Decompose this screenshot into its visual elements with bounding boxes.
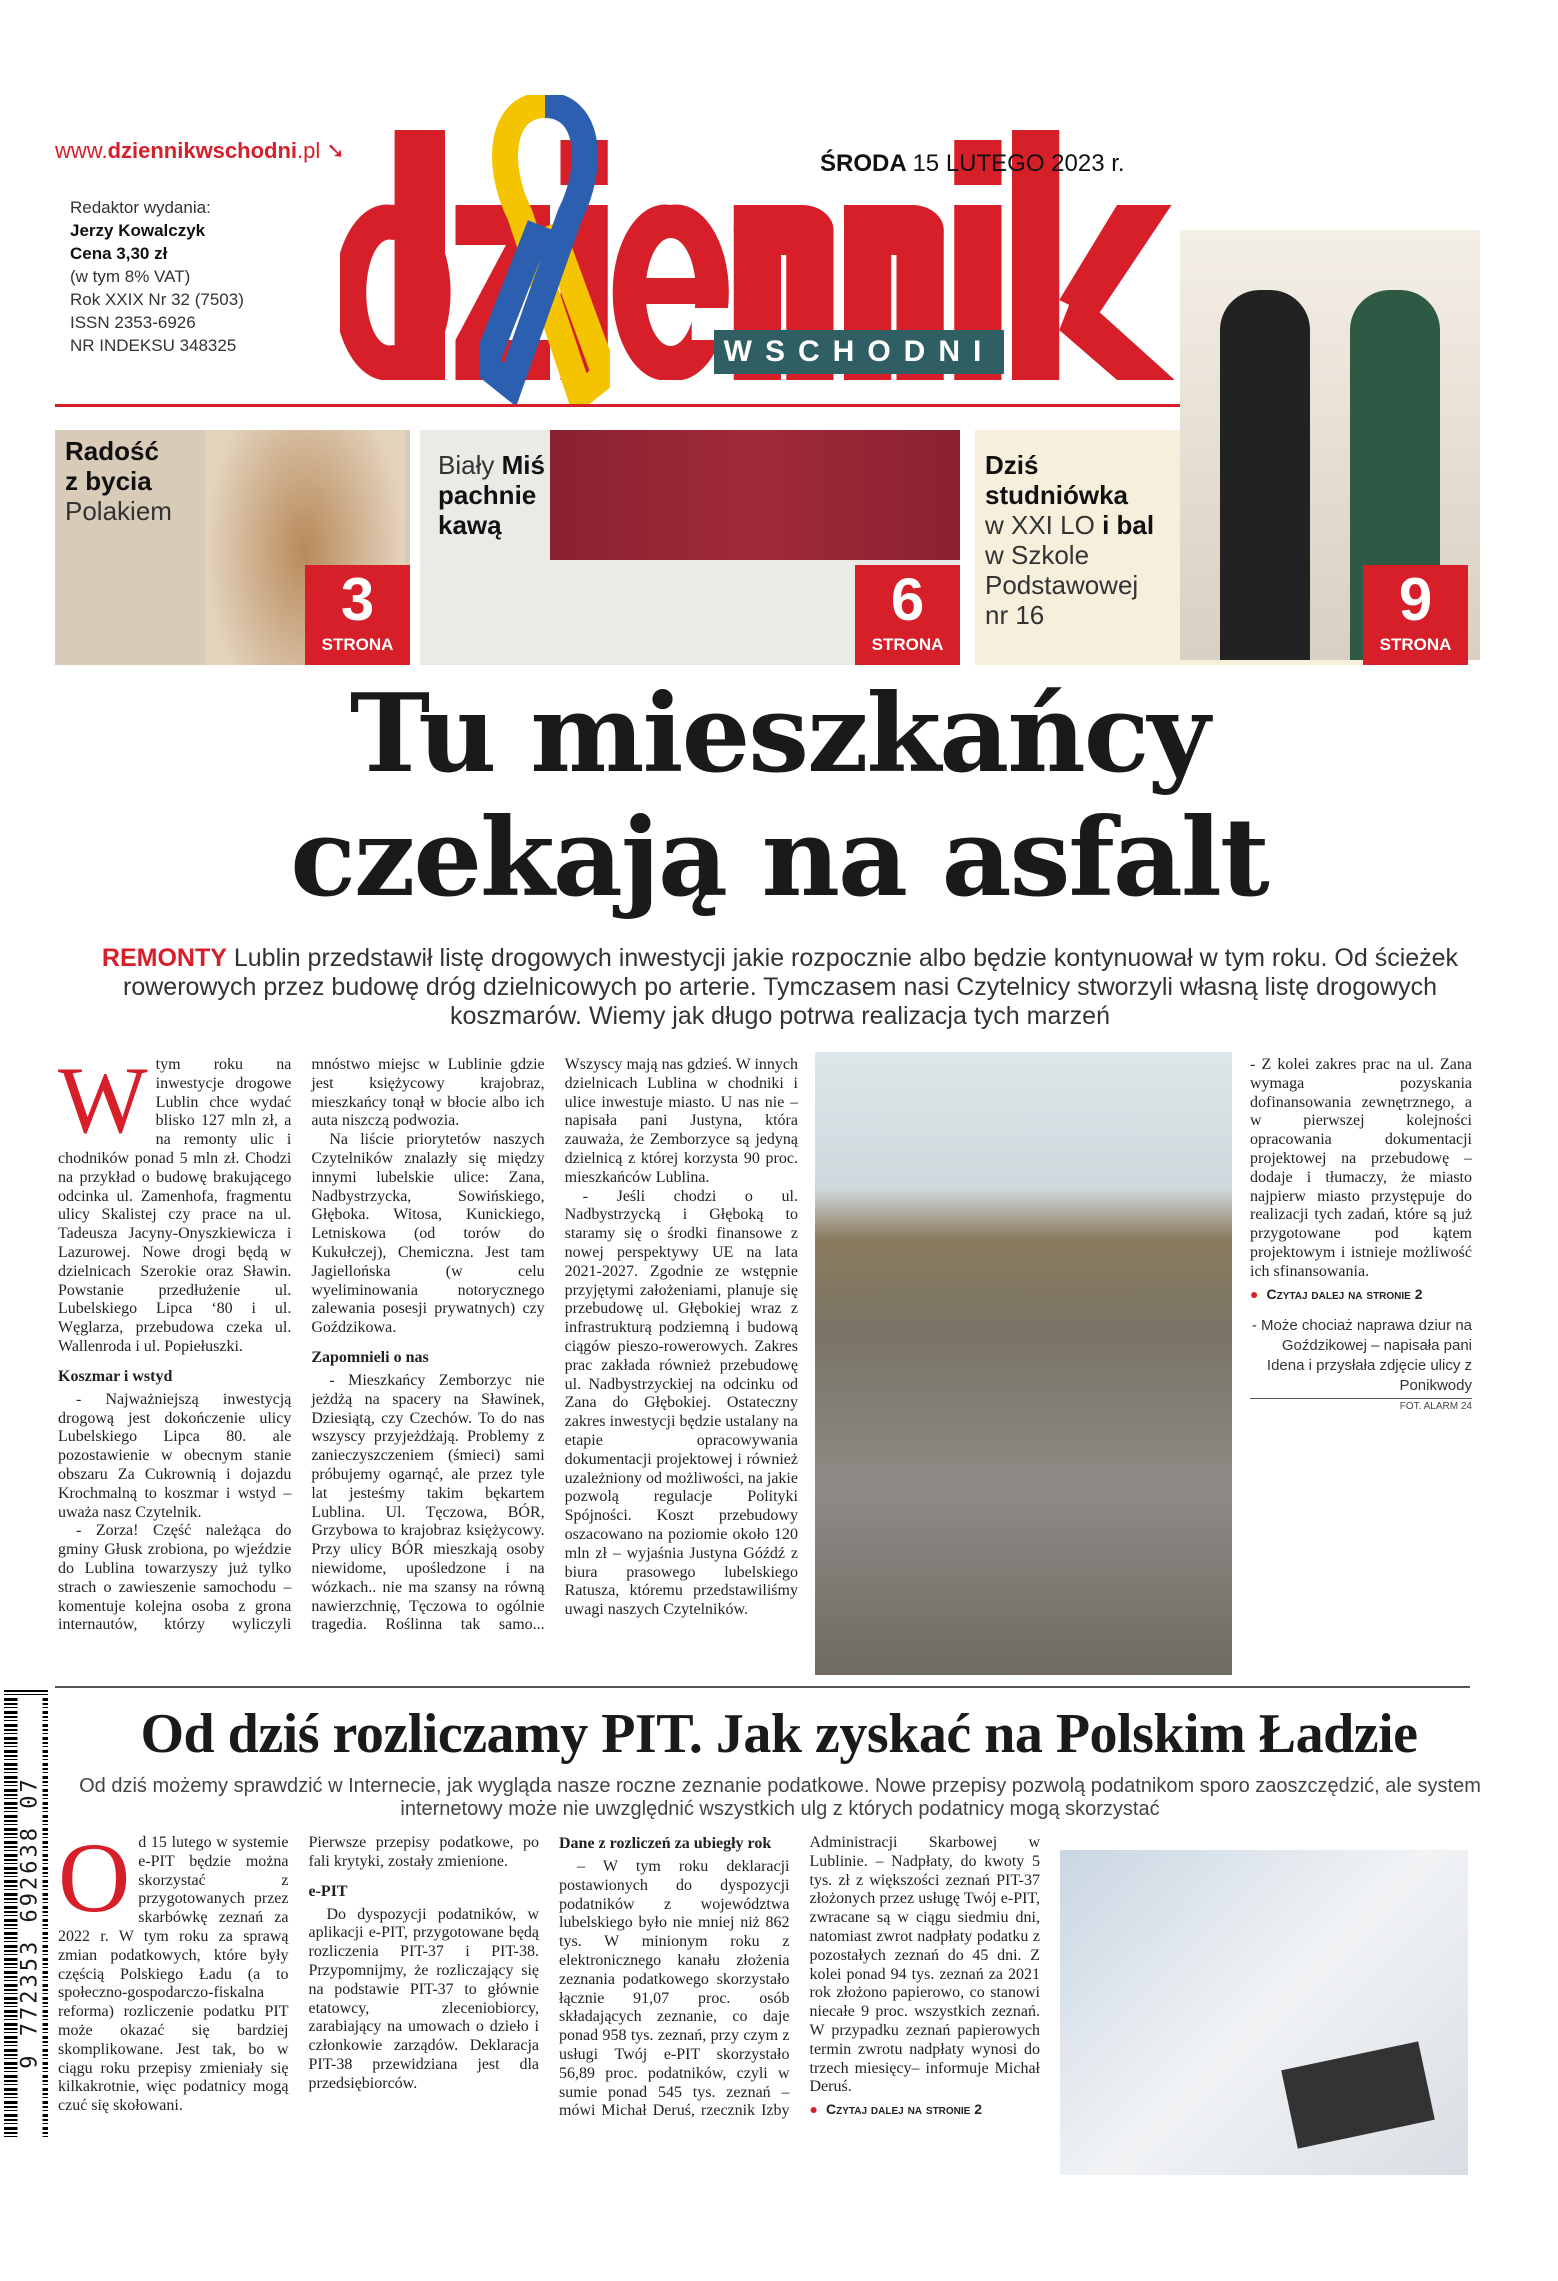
url-suffix: .pl	[297, 138, 321, 163]
teaser-title: z bycia	[65, 466, 152, 496]
subheading: Dane z rozliczeń za ubiegły rok	[559, 1835, 772, 1852]
page-badge: 9 STRONA	[1363, 565, 1468, 665]
tax-photo	[1060, 1850, 1468, 2175]
pit-headline[interactable]: Od dziś rozliczamy PIT. Jak zyskać na Polskim Ładzie	[140, 1703, 1418, 1765]
continue-link[interactable]: ● Czytaj dalej na stronie 2	[1250, 1286, 1472, 1302]
main-headline[interactable]: Tu mieszkańcy czekają na asfalt	[290, 671, 1268, 921]
road-photo	[815, 1052, 1232, 1675]
price: Cena 3,30 zł	[70, 244, 168, 263]
subheading: e-PIT	[308, 1882, 348, 1900]
drop-cap: W	[58, 1047, 148, 1153]
barcode-digits: 9 772353 692638 07	[18, 1698, 43, 2148]
subheading: Koszmar i wstyd	[58, 1367, 173, 1385]
page-badge: 6 STRONA	[855, 565, 960, 665]
editor-name: Jerzy Kowalczyk	[70, 221, 206, 240]
logo-subtitle: WSCHODNI	[714, 330, 1004, 374]
day: ŚRODA	[820, 150, 906, 177]
photo-caption: - Może chociaż naprawa dziur na Goździkowej – napisała pani Idena i przysłała zdjęcie ulicy z Ponikwody	[1251, 1316, 1472, 1394]
teaser-title: Radość	[65, 436, 159, 466]
teaser-bialy-mis[interactable]: Biały Miś pachnie kawą 6 STRONA	[420, 430, 960, 665]
issue-number: Rok XXIX Nr 32 (7503)	[70, 290, 244, 309]
date: 15 LUTEGO 2023 r.	[912, 150, 1125, 177]
article-columns-1-3: W tym roku na inwestycje drogowe Lublin chce wydać blisko 127 mln zł, a na remonty ulic i chodników ponad 5 mln zł. Chodzi na przykład o budowę brakującego odcinka ul. Zamenhofa, fragmentu ulicy Skalistej czy prace na ul. Tadeusza Jacyny-Onyszkiewicza i Lazurowej. Nowe drogi będą w dzielnicach Szerokie oraz Sławin. Powstanie przedłużenie ul. Lubelskiego Lipca ‘80 i ul. Węglarza, przebudowa czeka ul. Wallenroda i ul. Popiełuszki. Koszmar i wstyd - Najważniejszą inwestycją drogową jest dokończenie ulicy Lubelskiego Lipca 80. ale pozostawienie w obecnym stanie obszaru Za Cukrownią i dojazdu Krochmalną to koszmar i wstyd – uważa nasz Czytelnik. - Zorza! Część należąca do gminy Głusk zrobiona, po wjeździe do Lublina towarzyszy już tylko strach o zawieszenie samochodu – komentuje kolejna osoba z grona internautów, którzy wyliczyli mnóstwo miejsc w Lublinie gdzie jest księżycowy krajobraz, mieszkańcy tonął w błocie albo ich auta niszczą podwozia. Na liście priorytetów naszych Czytelników znalazły się między innymi lubelskie ulice: Zana, Nadbystrzycka, Sowińskiego, Głęboka. Witosa, Kunickiego, Letniskowa (od torów do Kukułczej), Chemiczna. Jest tam Jagiellońska (w celu wyeliminowania notorycznego zalewania posesji prywatnych) czy Goździkowa. Zapomnieli o nas - Mieszkańcy Zemborzyc nie jeżdżą na spacery na Sławinek, Dziesiątą, czy Czechów. To do nas wszyscy przyjeżdżają. Problemy z zanieczyszczeniem (śmieci) sami próbujemy ogarnąć, ale przez tyle lat jesteśmy takim bękartem Lublina. Ul. Tęczowa, BÓR, Grzybowa to krajobraz księżycowy. Przy ulicy BÓR mieszkają osoby niewidome, upośledzone i na wózkach.. nie ma szansy na równą nawierzchnię, Tęczowa to ogólnie tragedia. Roślinna tak samo... Wszyscy mają nas gdzieś. W innych dzielnicach Lublina w chodniki i ulice inwestuje miasto. U nas nie – napisała pani Justyna, która zauważa, że Zemborzyce są jedyną dzielnicą z której korzysta 90 proc. mieszkańców Lublina. - Jeśli chodzi o ul. Nadbystrzycką i Głęboką to staramy się o środki finansowe z nowej perspektywy UE na lata 2021-2027. Zgodnie ze wstępnie przyjętymi założeniami, planuje się przebudowę ul. Głębokiej wraz z infrastrukturą podziemną i budową ciągów pieszo-rowerowych. Zakres prac zakłada również przebudowę ul. Nadbystrzyckiej na odcinku od Zana do Głębokiej. Ostateczny zakres inwestycji będzie ustalany na etapie opracowywania dokumentacji projektowej i również uzależniony od możliwości, na jakie pozwolą regulacje Polityki Spójności. Koszt przebudowy oszacowano na poziomie około 120 mln zł – wyjaśnia Justyna Góźdź z biura prasowego lubelskiego Ratusza, któremu przedstawiliśmy uwagi naszych Czytelników.	[58, 1047, 798, 1634]
pit-subheading: Od dziś możemy sprawdzić w Internecie, jak wygląda nasze roczne zeznanie podatkowe. Nowe przepisy pozwolą podatnikom sporo zaoszczędzić, ale system internetowy może nie uwzględnić wszystkich ulg z których podatnicy mogą skorzystać	[79, 1775, 1481, 1820]
section-tag: REMONTY	[101, 944, 227, 972]
article-column-4: - Z kolei zakres prac na ul. Zana wymaga pozyskania dofinansowania zewnętrznego, a w pierwszej kolejności opracowania dokumentacji projektowej na przebudowę – dodaje i tłumaczy, że miasto najpierw miasto przystępuje do realizacji tych zadań, które są już przygotowane pod kątem projektowym i istnieje możliwość ich sfinansowania. ● Czytaj dalej na stronie 2 - Może chociaż naprawa dziur na Goździkowej – napisała pani Idena i przysłała zdjęcie ulicy z Ponikwody FOT. ALARM 24	[1250, 1056, 1472, 1412]
teaser-photo	[550, 430, 960, 560]
subheading: Zapomnieli o nas	[311, 1348, 429, 1366]
photo-credit: FOT. ALARM 24	[1250, 1398, 1472, 1412]
url-name: dziennikwschodni	[107, 138, 298, 163]
continue-link[interactable]: ● Czytaj dalej na stronie 2	[810, 2101, 1041, 2117]
pit-columns: O d 15 lutego w systemie e-PIT będzie można skorzystać z przygotowanych przez skarbówkę zeznań za 2022 r. W tym roku za sprawą zmian podatkowych, które były częścią Polskiego Ładu (a to społeczno-gospodarczo-fiskalna reforma) rozliczenie podatku PIT może okazać się bardziej skomplikowane. Jest tak, bo w ciągu roku przepisy zmieniały się kilkakrotnie, więc podatnicy mogą czuć się skołowani. Pierwsze przepisy podatkowe, po fali krytyki, zostały zmienione. e-PIT Do dyspozycji podatników, w aplikacji e-PIT, przygotowane będą rozliczenia PIT-37 i PIT-38. Przypomnijmy, że rozliczający się na podstawie PIT-37 to głównie etatowcy, zleceniobiorcy, zarabiający na umowach o dzieło i członkowie zarządów. Deklaracja PIT-38 przewidziana jest dla przedsiębiorców. Dane z rozliczeń za ubiegły rok – W tym roku deklaracji postawionych do dyspozycji podatników z województwa lubelskiego było nie mniej niż 862 tys. W minionym roku z elektronicznego kanału złożenia zeznania podatkowego skorzystało łącznie 91,07 proc. osób składających zeznanie, co daje ponad 958 tys. zeznań, przy czym z usługi Twój e-PIT skorzystało 56,89 proc. podatników, czyli w sumie ponad 545 tys. zeznań – mówi Michał Deruś, rzecznik Izby Administracji Skarbowej w Lublinie. – Nadpłaty, do kwoty 5 tys. zł z większości zeznań PIT-37 złożonych przez usługę Twój e-PIT, zwracane są w ciągu siedmiu dni, natomiast zwrot nadpłaty podatku z pozostałych zeznań do 45 dni. Z kolei ponad 94 tys. zeznań za 2021 rok złożono papierowo, co stanowi niecałe 9 proc. wszystkich zeznań. W przypadku zeznań papierowych termin zwrotu nadpłaty wynosi do trzech miesięcy– informuje Michał Deruś. ● Czytaj dalej na stronie 2	[58, 1834, 1040, 2121]
teaser-title: Polakiem	[65, 496, 172, 526]
website-url[interactable]	[55, 138, 345, 164]
vat: (w tym 8% VAT)	[70, 267, 191, 286]
calculator-icon	[1281, 2041, 1435, 2148]
ukraine-ribbon-icon	[480, 95, 610, 405]
issn: ISSN 2353-6926	[70, 313, 196, 332]
url-prefix: www.	[55, 138, 108, 163]
divider	[55, 1686, 1470, 1688]
divider	[55, 404, 1250, 407]
index-number: NR INDEKSU 348325	[70, 336, 237, 355]
drop-cap: O	[58, 1822, 131, 1933]
teaser-studniowka[interactable]: Dziś studniówka w XXI LO i bal w Szkole Podstawowej nr 16	[975, 430, 1468, 665]
issue-date	[820, 150, 1125, 178]
teaser-radosc[interactable]	[55, 430, 410, 665]
lead-paragraph: REMONTY Lublin przedstawił listę drogowych inwestycji jakie rozpocznie albo będzie kontynuował w tym roku. Od ścieżek rowerowych przez budowę dróg dzielnicowych po arterie. Tymczasem nasi Czytelnicy stworzyli własną listę drogowych koszmarów. Wiemy jak długo potrwa realizacja tych marzeń	[101, 944, 1459, 1030]
editor-label: Redaktor wydania:	[70, 198, 211, 217]
edition-info	[70, 196, 244, 357]
page-badge: 3 STRONA	[305, 565, 410, 665]
cursor-arrow-icon: ➘	[326, 138, 345, 163]
